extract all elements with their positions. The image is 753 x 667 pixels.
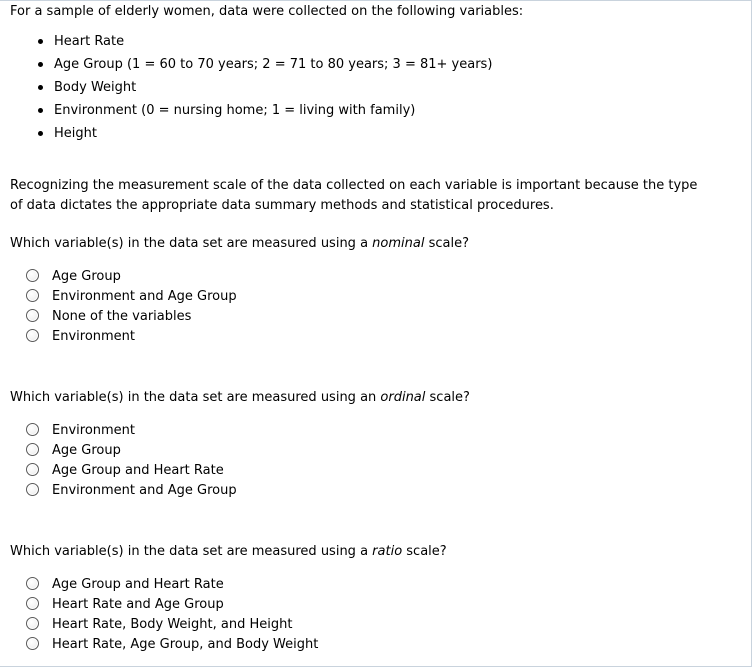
ratio-option-4[interactable] (0, 636, 318, 656)
radio-button-icon[interactable] (26, 269, 39, 282)
bullet-icon (38, 62, 43, 67)
option-label: Age Group and Heart Rate (52, 463, 224, 478)
ratio-option-2[interactable] (0, 596, 318, 616)
option-label: Age Group (52, 269, 121, 284)
scale-term: ordinal (380, 390, 426, 405)
option-label: Heart Rate and Age Group (52, 597, 224, 612)
option-label: Environment and Age Group (52, 483, 237, 498)
radio-button-icon[interactable] (26, 463, 39, 476)
variable-label: Body Weight (54, 80, 137, 95)
radio-button-icon[interactable] (26, 309, 39, 322)
nominal-option-3[interactable] (0, 308, 237, 328)
bullet-icon (38, 85, 43, 90)
variable-item-body-weight (0, 79, 492, 102)
radio-button-icon[interactable] (26, 597, 39, 610)
radio-button-icon[interactable] (26, 617, 39, 630)
bullet-icon (38, 108, 43, 113)
variable-label: Height (54, 126, 97, 141)
question-prefix: Which variable(s) in the data set are measured using a (10, 544, 373, 559)
bullet-icon (38, 131, 43, 136)
option-label: Age Group and Heart Rate (52, 577, 224, 592)
intro-text: For a sample of elderly women, data were collected on the following variables: (10, 4, 524, 19)
ratio-option-1[interactable] (0, 576, 318, 596)
ordinal-option-4[interactable] (0, 482, 237, 502)
variable-item-age-group (0, 56, 492, 79)
variable-list (0, 33, 492, 148)
ordinal-option-3[interactable] (0, 462, 237, 482)
option-label: Environment and Age Group (52, 289, 237, 304)
variable-label: Environment (0 = nursing home; 1 = living with family) (54, 103, 416, 118)
nominal-option-2[interactable] (0, 288, 237, 308)
question-ratio (10, 544, 447, 559)
ordinal-options (0, 422, 237, 502)
option-label: None of the variables (52, 309, 192, 324)
question-prefix: Which variable(s) in the data set are measured using a (10, 236, 373, 251)
nominal-options (0, 268, 237, 348)
radio-button-icon[interactable] (26, 423, 39, 436)
radio-button-icon[interactable] (26, 329, 39, 342)
option-label: Heart Rate, Age Group, and Body Weight (52, 637, 319, 652)
scale-term: ratio (372, 544, 403, 559)
radio-button-icon[interactable] (26, 443, 39, 456)
question-prefix: Which variable(s) in the data set are measured using an (10, 390, 381, 405)
ordinal-option-2[interactable] (0, 442, 237, 462)
variable-item-height (0, 125, 492, 148)
bullet-icon (38, 39, 43, 44)
radio-button-icon[interactable] (26, 637, 39, 650)
nominal-option-4[interactable] (0, 328, 237, 348)
question-suffix: scale? (402, 544, 447, 559)
option-label: Age Group (52, 443, 121, 458)
variable-label: Heart Rate (54, 34, 125, 49)
radio-button-icon[interactable] (26, 483, 39, 496)
nominal-option-1[interactable] (0, 268, 237, 288)
variable-label: Age Group (1 = 60 to 70 years; 2 = 71 to 80 years; 3 = 81+ years) (54, 57, 493, 72)
ordinal-option-1[interactable] (0, 422, 237, 442)
scale-term: nominal (372, 236, 425, 251)
measurement-scale-paragraph: Recognizing the measurement scale of the data collected on each variable is important because the type of data dictates the appropriate data summary methods and statistical procedures. (10, 178, 698, 213)
option-label: Environment (52, 329, 136, 344)
option-label: Environment (52, 423, 136, 438)
variable-item-heart-rate (0, 33, 492, 56)
question-suffix: scale? (425, 390, 470, 405)
question-suffix: scale? (424, 236, 469, 251)
radio-button-icon[interactable] (26, 289, 39, 302)
radio-button-icon[interactable] (26, 577, 39, 590)
ratio-option-3[interactable] (0, 616, 318, 636)
ratio-options (0, 576, 318, 656)
question-nominal (10, 236, 469, 251)
variable-item-environment (0, 102, 492, 125)
option-label: Heart Rate, Body Weight, and Height (52, 617, 293, 632)
question-ordinal (10, 390, 470, 405)
